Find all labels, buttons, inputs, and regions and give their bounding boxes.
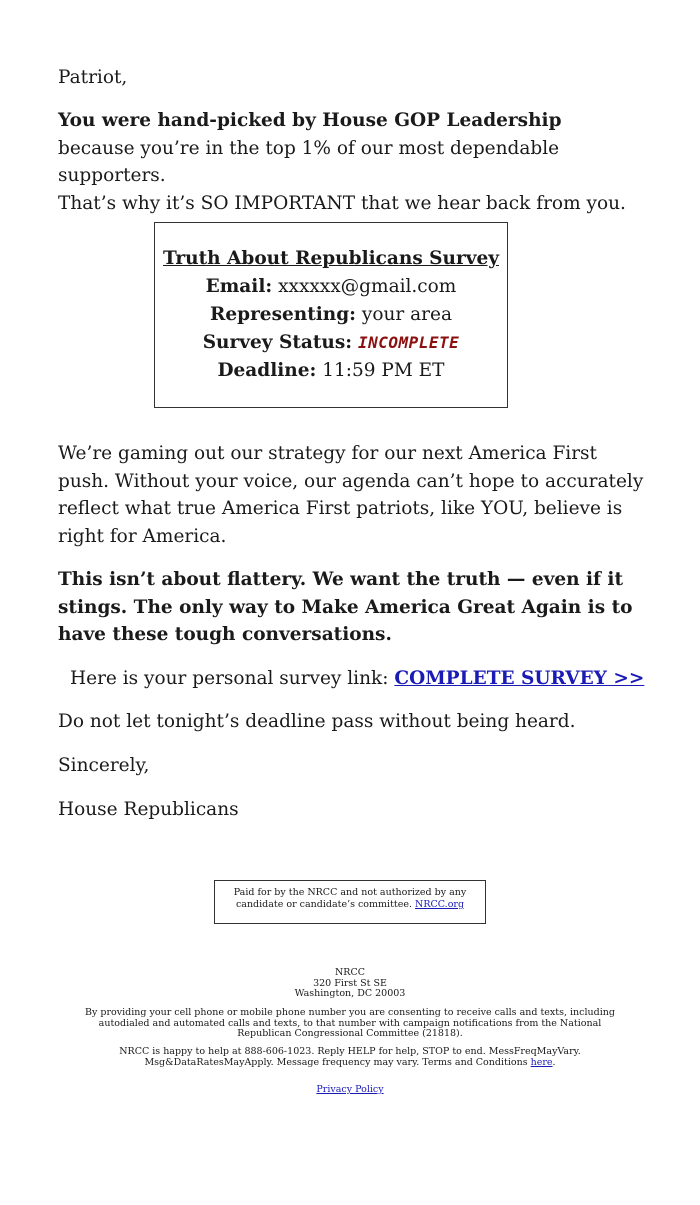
deadline-row (155, 357, 507, 385)
privacy-policy-link[interactable]: Privacy Policy (316, 1084, 384, 1095)
deadline-value: 11:59 PM ET (322, 360, 445, 381)
footer-address (80, 968, 620, 1000)
email-label: Email: (205, 276, 273, 297)
intro-line-1: because you’re in the top 1% of our most dependable supporters. (58, 137, 560, 186)
greeting: Patriot, (58, 67, 128, 88)
nrcc-org-link[interactable]: NRCC.org (415, 899, 465, 910)
survey-link-prefix: Here is your personal survey link: (70, 668, 389, 689)
representing-value: your area (361, 304, 452, 325)
sign-off: Sincerely, (58, 755, 150, 776)
footer-help-text: NRCC is happy to help at 888-606-1023. Reply HELP for help, STOP to end. MessFreqMayVary. Msg&DataRatesMayApply. Message frequency may vary. Terms and Conditions (119, 1046, 581, 1068)
terms-link[interactable]: here (530, 1056, 553, 1068)
email-value: xxxxxx@gmail.com (278, 276, 457, 297)
survey-link-line (70, 665, 644, 693)
paid-for-text: Paid for by the NRCC and not authorized by any candidate or candidate’s committee. (233, 887, 467, 910)
status-badge: INCOMPLETE (357, 333, 460, 352)
intro-line-2: That’s why it’s SO IMPORTANT that we hear back from you. (58, 192, 626, 214)
footer-help (80, 1047, 620, 1068)
footer-city: Washington, DC 20003 (294, 988, 406, 999)
intro-paragraph (58, 107, 648, 217)
survey-info-box (154, 222, 508, 408)
strategy-paragraph: We’re gaming out our strategy for our next America First push. Without your voice, our agenda can’t hope to accurately reflect what true America First patriots, like YOU, believe is right for America. (58, 443, 644, 547)
footer-org: NRCC (334, 967, 365, 978)
signature: House Republicans (58, 799, 239, 820)
deadline-reminder: Do not let tonight’s deadline pass without being heard. (58, 711, 576, 732)
representing-row (155, 301, 507, 329)
email-row (155, 273, 507, 301)
survey-title: Truth About Republicans Survey (162, 248, 500, 269)
footer-consent: By providing your cell phone or mobile phone number you are consenting to receive calls and texts, including autodialed and automated calls and texts, to that number with campaign notifications from the National Republican Congressional Committee (21818). (85, 1007, 615, 1039)
intro-bold: You were hand-picked by House GOP Leadership (58, 110, 562, 131)
terms-suffix: . (552, 1056, 556, 1068)
complete-survey-link[interactable]: COMPLETE SURVEY >> (394, 668, 645, 689)
footer-privacy (80, 1085, 620, 1096)
representing-label: Representing: (209, 304, 357, 325)
status-row (155, 329, 507, 357)
status-label: Survey Status: (202, 332, 353, 353)
footer-street: 320 First St SE (313, 977, 387, 989)
paid-for-disclaimer-box (214, 880, 486, 924)
truth-paragraph: This isn’t about flattery. We want the truth — even if it stings. The only way to Make America Great Again is to have these tough conversations. (58, 569, 633, 645)
deadline-label: Deadline: (217, 360, 317, 381)
